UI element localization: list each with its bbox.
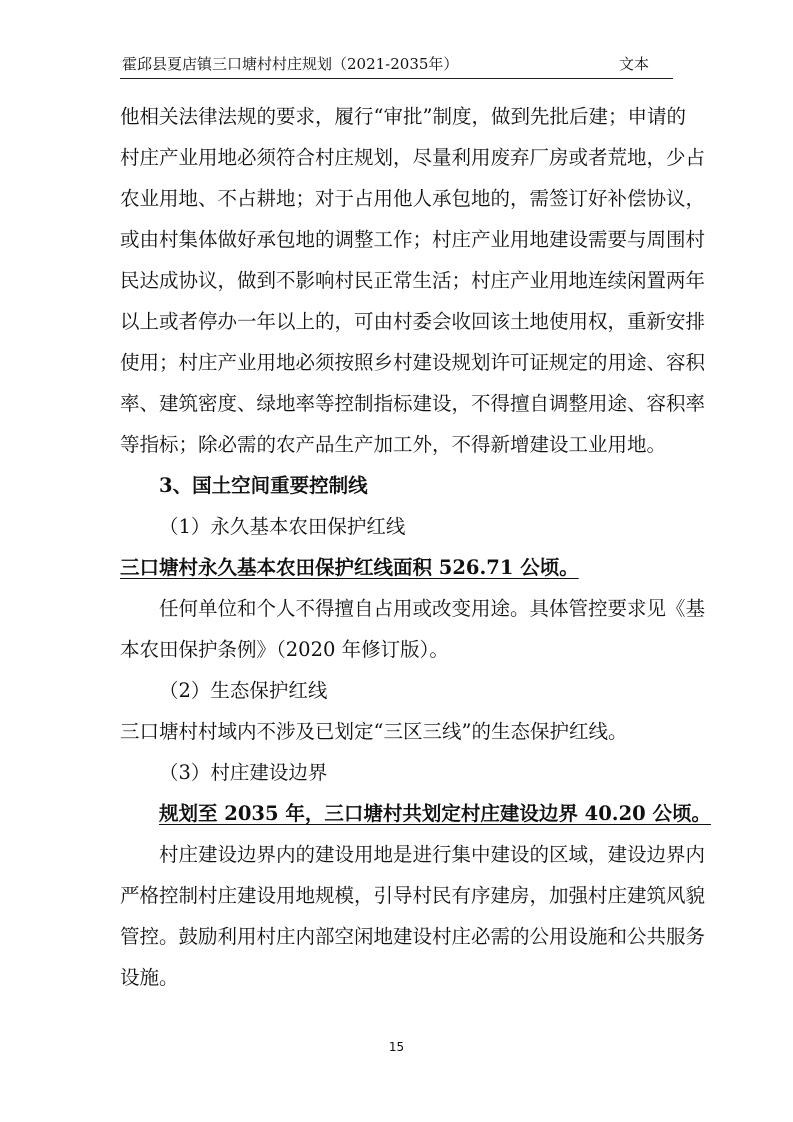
highlight-statement: 规划至 2035 年，三口塘村共划定村庄建设边界 40.20 公顷。 — [159, 802, 711, 825]
text-line: 管控。鼓励利用村庄内部空闲地建设村庄必需的公用设施和公共服务 — [120, 925, 706, 948]
text-line: 设施。 — [120, 966, 179, 989]
text-line: 以上或者停办一年以上的，可由村委会收回该土地使用权，重新安排 — [120, 310, 706, 333]
text-line: 或由村集体做好承包地的调整工作；村庄产业用地建设需要与周围村 — [120, 228, 706, 251]
section-heading: 3、国土空间重要控制线 — [159, 474, 368, 497]
header-tag: 文本 — [618, 55, 649, 73]
text-line: 村庄产业用地必须符合村庄规划，尽量利用废弃厂房或者荒地，少占 — [120, 146, 706, 169]
text-line: 村庄建设边界内的建设用地是进行集中建设的区域，建设边界内 — [159, 843, 706, 866]
header-title: 霍邱县夏店镇三口塘村村庄规划（2021-2035年） — [122, 55, 459, 73]
text-line: 他相关法律法规的要求，履行“审批”制度，做到先批后建；申请的 — [120, 105, 686, 128]
text-line: 本农田保护条例》（2020 年修订版）。 — [120, 638, 449, 661]
text-line: 等指标；除必需的农产品生产加工外，不得新增建设工业用地。 — [120, 433, 667, 456]
text-line: 严格控制村庄建设用地规模，引导村民有序建房，加强村庄建筑风貌 — [120, 884, 706, 907]
document-body — [120, 96, 711, 998]
subsection-heading: （1）永久基本农田保护红线 — [159, 515, 406, 538]
highlight-statement: 三口塘村永久基本农田保护红线面积 526.71 公顷。 — [120, 556, 579, 579]
page-header — [120, 54, 673, 79]
text-line: 使用；村庄产业用地必须按照乡村建设规划许可证规定的用途、容积 — [120, 351, 706, 374]
text-line: 三口塘村村域内不涉及已划定“三区三线”的生态保护红线。 — [120, 720, 628, 743]
text-line: 率、建筑密度、绿地率等控制指标建设，不得擅自调整用途、容积率 — [120, 392, 706, 415]
text-line: 任何单位和个人不得擅自占用或改变用途。具体管控要求见《基 — [159, 597, 706, 620]
text-line: 民达成协议，做到不影响村民正常生活；村庄产业用地连续闲置两年 — [120, 269, 706, 292]
subsection-heading: （3）村庄建设边界 — [159, 761, 328, 784]
subsection-heading: （2）生态保护红线 — [159, 679, 328, 702]
page-number: 15 — [388, 1040, 405, 1054]
text-line: 农业用地、不占耕地；对于占用他人承包地的，需签订好补偿协议， — [120, 187, 706, 210]
